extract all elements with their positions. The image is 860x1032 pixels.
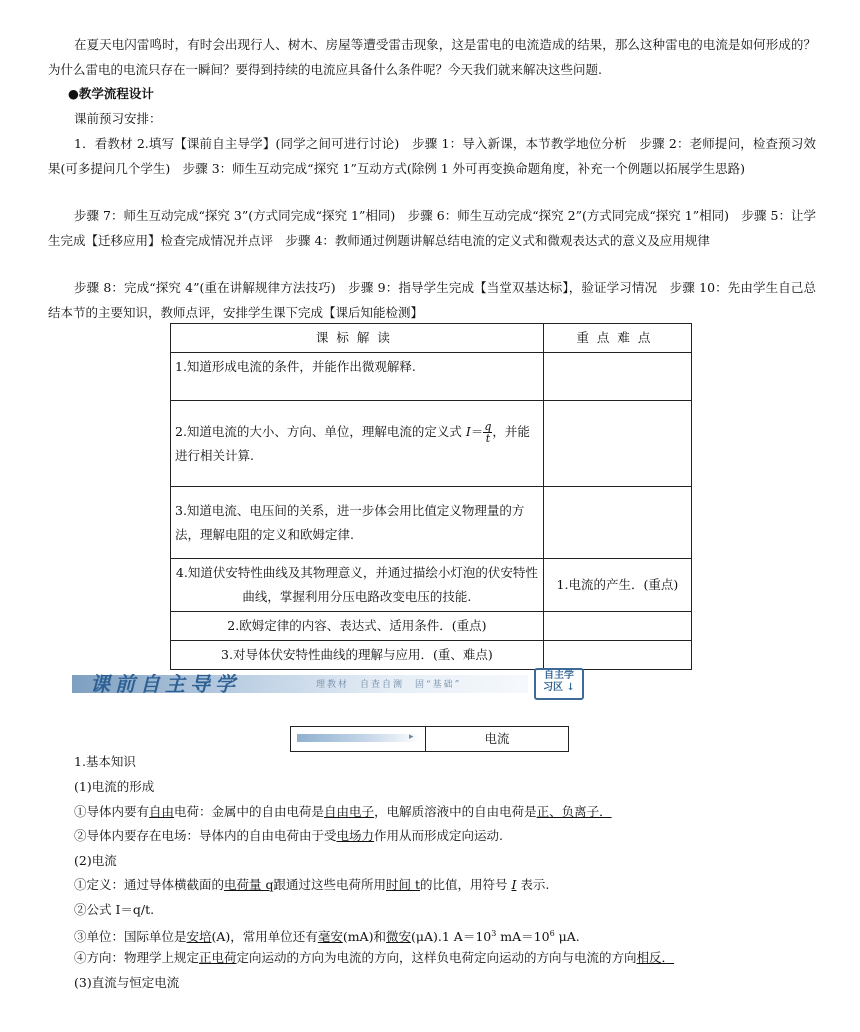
table-cell-right (543, 612, 691, 641)
answer-blank: 相反． (636, 950, 675, 965)
text-span: 的比值，用符号 (420, 877, 512, 892)
knowledge-line-3 (74, 873, 549, 897)
text-span: ①定义：通过导体横截面的 (74, 877, 225, 892)
flow-heading: ●教学流程设计 (68, 86, 154, 101)
table-row (171, 401, 692, 487)
text-span: 定向运动的方向为电流的方向，这样负电荷定向运动的方向与电流的方向 (236, 950, 637, 965)
arrow-down-icon: ↓ (566, 682, 575, 693)
table-cell-right (543, 487, 691, 559)
text-span: 跟通过这些电荷所用 (273, 877, 387, 892)
table-cell-left: 4.知道伏安特性曲线及其物理意义，并通过描绘小灯泡的伏安特性曲线，掌握利用分压电路改变电压的技能. (171, 559, 544, 612)
table-row (171, 487, 692, 559)
knowledge-line-4: ②公式 I＝q/t. (74, 902, 155, 917)
section-banner (72, 668, 588, 698)
text-span: (A)，常用单位还有 (211, 929, 318, 945)
answer-blank: 电场力 (336, 828, 375, 843)
text-span: mA＝10 (496, 929, 550, 945)
text-span: ，电解质溶液中的自由电荷是 (374, 804, 537, 819)
row2-text-pre: 2.知道电流的大小、方向、单位，理解电流的定义式 (175, 423, 466, 439)
row2-var: I (465, 423, 471, 439)
exponent: 3 (491, 929, 497, 938)
text-span: ②导体内要存在电场：导体内的自由电荷由于受 (74, 828, 337, 843)
text-span: μA. (554, 929, 580, 945)
banner-subtitle: 理教材 自查自测 固“基础” (316, 680, 462, 690)
objectives-table (170, 323, 692, 670)
flow-paragraph-3: 步骤 8：完成“探究 4”(重在讲解规律方法技巧) 步骤 9：指导学生完成【当堂双基达标】，验证学习情况 步骤 10：先由学生自己总结本节的主要知识，教师点评，安排学生课下完成【课后知能检测】 (48, 280, 816, 320)
topic-label: 电流 (484, 731, 510, 746)
banner-badge (534, 668, 584, 700)
section-dc: (3)直流与恒定电流 (74, 975, 180, 990)
table-cell-left: 2.欧姆定律的内容、表达式、适用条件．(重点) (171, 612, 544, 641)
table-cell-right (543, 353, 691, 401)
text-span: 电荷：金属中的自由电荷是 (174, 804, 325, 819)
text-span: (μA).1 A＝10 (410, 929, 492, 945)
knowledge-line-6 (74, 946, 674, 970)
text-span: ③单位：国际单位是 (74, 929, 187, 945)
exponent: 6 (549, 929, 555, 938)
answer-blank: I (511, 877, 517, 892)
answer-blank: 自由电子 (324, 804, 375, 819)
table-row (171, 641, 692, 670)
table-row (171, 612, 692, 641)
answer-blank: 时间 t (386, 877, 421, 892)
flow-subheading: 课前预习安排： (74, 111, 162, 126)
table-cell-right: 1.电流的产生．(重点) (543, 559, 691, 612)
table-cell-right (543, 641, 691, 670)
fraction-denominator: t (485, 431, 491, 445)
table-cell-right (543, 401, 691, 487)
table-row (171, 559, 692, 612)
section-formation: (1)电流的形成 (74, 779, 155, 794)
answer-blank: 毫安 (317, 929, 343, 945)
flow-paragraph-1: 1．看教材 2.填写【课前自主导学】(同学之间可进行讨论) 步骤 1：导入新课，本节教学地位分析 步骤 2：老师提问，检查预习效果(可多提问几个学生) 步骤 3：师生互动完成“探究 1”互动方式(除例 1 外可再变换命题角度，补充一个例题以拓展学生思路) (48, 136, 816, 176)
knowledge-line-2 (74, 824, 503, 848)
topic-decoration (291, 727, 426, 751)
answer-blank: 安培 (186, 929, 212, 945)
topic-bar (297, 734, 421, 742)
header-curriculum: 课标解读 (171, 324, 544, 353)
answer-blank: 正电荷 (199, 950, 237, 965)
topic-header-box (290, 726, 569, 752)
answer-blank: 正、负离子． (536, 804, 612, 819)
badge-line-1: 自主学 (544, 670, 574, 681)
table-cell-left (171, 401, 544, 487)
fraction-numerator: q (484, 419, 492, 433)
section-current: (2)电流 (74, 853, 117, 868)
knowledge-title: 1.基本知识 (74, 754, 136, 769)
banner-title: 课前自主导学 (90, 672, 240, 696)
answer-blank: 电荷量 q (224, 877, 274, 892)
answer-blank: 自由 (149, 804, 175, 819)
row2-text-post: ，并能进行相关计算. (175, 423, 530, 463)
row2-eq: ＝ (470, 423, 484, 439)
knowledge-line-1 (74, 800, 612, 824)
flow-paragraph-2: 步骤 7：师生互动完成“探究 3”(方式同完成“探究 1”相同) 步骤 6：师生互动完成“探究 2”(方式同完成“探究 1”相同) 步骤 5：让学生完成【迁移应用】检查完成情况并点评 步骤 4：教师通过例题讲解总结电流的定义式和微观表达式的意义及应用规律 (48, 208, 816, 248)
table-cell-left: 3.知道电流、电压间的关系，进一步体会用比值定义物理量的方法，理解电阻的定义和欧姆定律. (171, 487, 544, 559)
text-span: ①导体内要有 (74, 804, 150, 819)
table-cell-left: 1.知道形成电流的条件，并能作出微观解释. (171, 353, 544, 401)
intro-paragraph: 在夏天电闪雷鸣时，有时会出现行人、树木、房屋等遭受雷击现象，这是雷电的电流造成的结果，那么这种雷电的电流是如何形成的？为什么雷电的电流只存在一瞬间？要得到持续的电流应具备什么条件呢？今天我们就来解决这些问题. (48, 37, 816, 77)
badge-line-2: 习区 (543, 682, 564, 693)
table-cell-left: 3.对导体伏安特性曲线的理解与应用．(重、难点) (171, 641, 544, 670)
text-span: 表示. (516, 877, 550, 892)
arrow-right-icon: ▸ (409, 732, 414, 742)
text-span: 作用从而形成定向运动. (374, 828, 504, 843)
answer-blank: 微安 (385, 929, 411, 945)
header-key-points: 重点难点 (543, 324, 691, 353)
table-row (171, 353, 692, 401)
text-span: (mA)和 (342, 929, 386, 945)
text-span: ④方向：物理学上规定 (74, 950, 200, 965)
table-header-row (171, 324, 692, 353)
